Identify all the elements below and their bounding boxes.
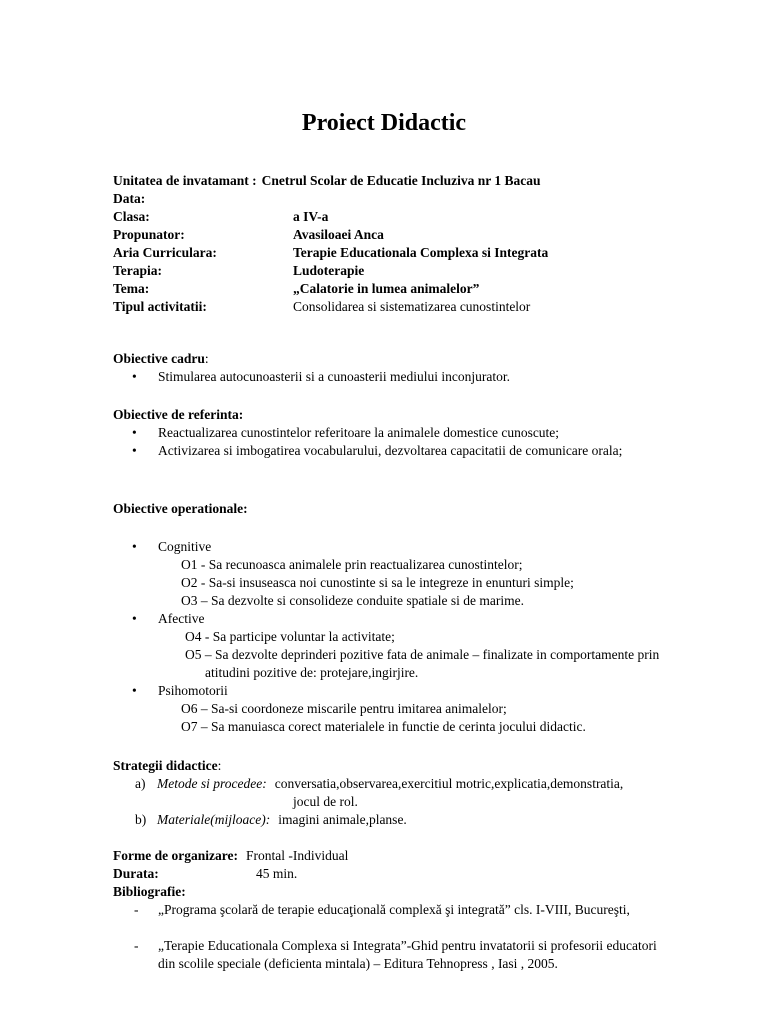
durata-row (113, 865, 733, 883)
header-info (113, 172, 733, 316)
organization-section (113, 847, 733, 973)
strategy-a-value: conversatia,observarea,exercitiul motric,explicatia,demonstratia, (274, 776, 624, 791)
strategy-a-marker: a) (135, 776, 146, 791)
clasa-value: a IV-a (293, 209, 329, 224)
strategy-a-continued: jocul de rol. (293, 794, 358, 809)
objectives-operationale-heading-block (113, 500, 733, 518)
propunator-value: Avasiloaei Anca (293, 227, 384, 242)
objectives-cadru-heading (113, 350, 733, 368)
info-row-unit (113, 172, 733, 190)
unit-value: Cnetrul Scolar de Educatie Incluziva nr 1 Bacau (261, 173, 541, 188)
list-item: • Stimularea autocunoasterii si a cunoasterii mediului inconjurator. (113, 368, 733, 386)
list-item-psihomotorii: • Psihomotorii (113, 682, 733, 700)
tema-label: Tema: (113, 281, 150, 296)
propunator-label: Propunator: (113, 227, 185, 242)
forme-row (113, 847, 733, 865)
strategies-title: Strategii didactice (113, 758, 218, 773)
objective-o5: O5 – Sa dezvolte deprinderi pozitive fata de animale – finalizate in comportamente prin (185, 647, 660, 662)
aria-value: Terapie Educationala Complexa si Integrata (293, 245, 549, 260)
bibliography-heading: Bibliografie: (113, 884, 186, 899)
clasa-label: Clasa: (113, 209, 150, 224)
objectives-referinta-heading: Obiective de referinta: (113, 407, 244, 422)
terapia-label: Terapia: (113, 263, 163, 278)
objectives-cadru-colon: : (204, 351, 209, 366)
info-row-aria (113, 244, 733, 262)
info-row-tema (113, 280, 733, 298)
objective-o4: O4 - Sa participe voluntar la activitate; (185, 629, 395, 644)
unit-label: Unitatea de invatamant : (113, 173, 257, 188)
objectives-cadru-title: Obiective cadru (113, 351, 205, 366)
objectives-cadru-section (113, 350, 733, 386)
tema-value: „Calatorie in lumea animalelor” (293, 281, 480, 296)
strategies-colon: : (217, 758, 222, 773)
info-row-propunator (113, 226, 733, 244)
list-item: • Activizarea si imbogatirea vocabularului, dezvoltarea capacitatii de comunicare orala; (113, 442, 733, 460)
strategies-heading (113, 757, 733, 775)
list-item: • Reactualizarea cunostintelor referitoare la animalele domestice cunoscute; (113, 424, 733, 442)
strategies-section (113, 757, 733, 829)
tipul-value: Consolidarea si sistematizarea cunostintelor (293, 299, 531, 314)
bibliography-item-line-2: din scolile speciale (deficienta mintala) – Editura Tehnopress , Iasi , 2005. (158, 956, 558, 971)
objective-o2: O2 - Sa-si insuseasca noi cunostinte si sa le integreze in enunturi simple; (181, 575, 574, 590)
durata-value: 45 min. (256, 866, 298, 881)
bibliography-item: - „Programa şcolară de terapie educaţională complexă şi integrată” cls. I-VIII, Bucureşti, (113, 901, 733, 919)
objective-o1: O1 - Sa recunoasca animalele prin reactualizarea cunostintelor; (181, 557, 523, 572)
objective-o3: O3 – Sa dezvolte si consolideze conduite spatiale si de marime. (181, 593, 525, 608)
bibliography-item (113, 937, 733, 973)
strategy-a-label: Metode si procedee: (157, 776, 267, 791)
objective-o7: O7 – Sa manuiasca corect materialele in functie de cerinta jocului didactic. (181, 719, 586, 734)
objective-o5-continued: atitudini pozitive de: protejare,ingirjire. (205, 665, 419, 680)
info-row-clasa (113, 208, 733, 226)
info-row-data (113, 190, 733, 208)
objectives-operationale-list (113, 538, 733, 736)
page-title: Proiect Didactic (301, 110, 467, 136)
bibliography-item-line-1: - „Terapie Educationala Complexa si Integrata”-Ghid pentru invatatorii si profesorii educatori (158, 938, 657, 953)
objective-o6: O6 – Sa-si coordoneze miscarile pentru imitarea animalelor; (181, 701, 507, 716)
terapia-value: Ludoterapie (293, 263, 365, 278)
strategy-b (113, 811, 733, 829)
info-row-terapia (113, 262, 733, 280)
forme-value: Frontal -Individual (245, 848, 349, 863)
objectives-operationale-heading: Obiective operationale: (113, 501, 248, 516)
forme-label: Forme de organizare: (113, 848, 238, 863)
info-row-tipul (113, 298, 733, 316)
list-item-cognitive: • Cognitive (113, 538, 733, 556)
strategy-b-label: Materiale(mijloace): (157, 812, 271, 827)
objectives-referinta-section (113, 406, 733, 460)
tipul-label: Tipul activitatii: (113, 299, 207, 314)
data-label: Data: (113, 191, 146, 206)
strategy-a (113, 775, 733, 793)
durata-label: Durata: (113, 866, 159, 881)
aria-label: Aria Curriculara: (113, 245, 217, 260)
strategy-b-marker: b) (135, 812, 147, 827)
list-item-afective: • Afective (113, 610, 733, 628)
strategy-b-value: imagini animale,planse. (278, 812, 407, 827)
